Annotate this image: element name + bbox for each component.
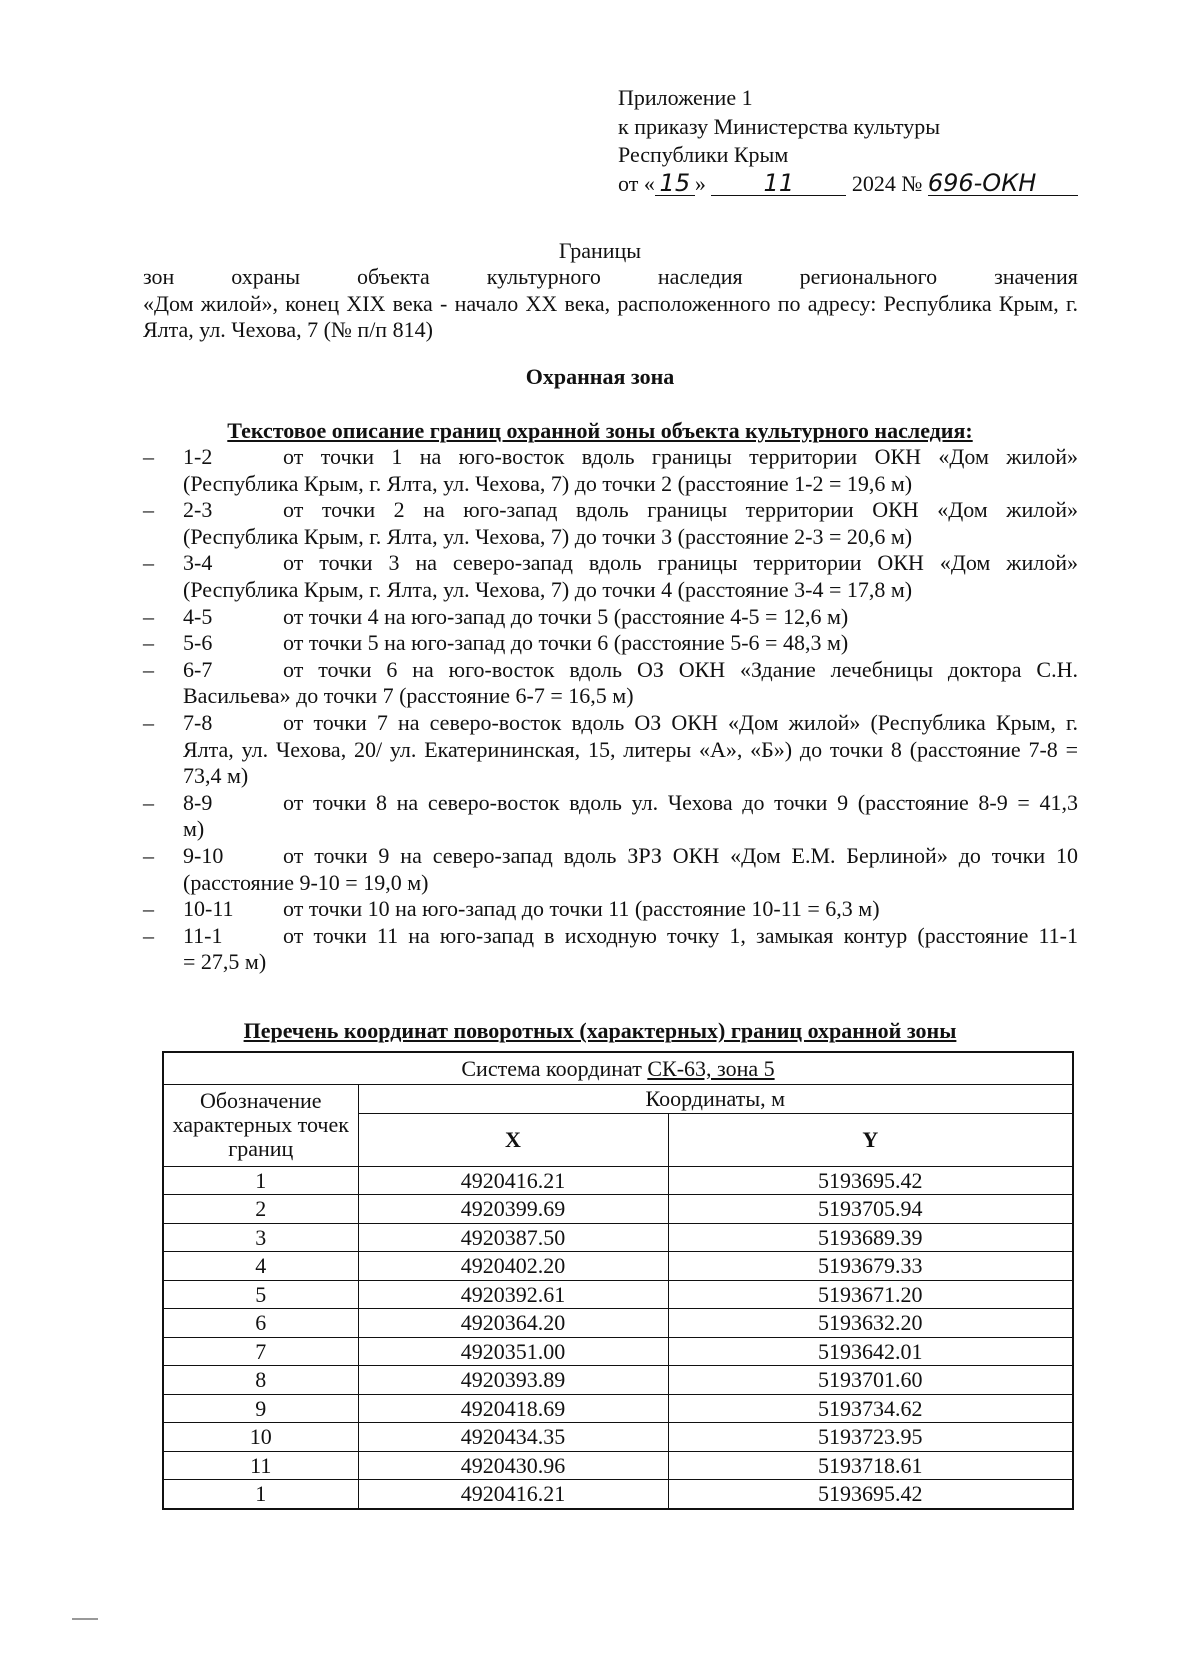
cell-point: 1 [163,1166,358,1195]
subtitle-word: охраны [231,264,301,289]
item-dash: – [143,842,154,868]
cell-point: 6 [163,1309,358,1338]
description-item [143,657,1078,710]
table-row [163,1337,1073,1366]
col-y-header: Y [668,1113,1073,1166]
description-item [143,497,1078,550]
item-text: от точки 4 на юго-запад до точки 5 (расстояние 4-5 = 12,6 м) [283,603,849,629]
date-prefix: от « [618,170,655,196]
description-item [143,923,1078,976]
cell-y: 5193718.61 [668,1451,1073,1480]
item-code: 1-2 [183,444,213,469]
cell-point: 3 [163,1223,358,1252]
cell-x: 4920434.35 [358,1423,668,1452]
appendix-line3: Республики Крым [618,142,789,167]
cell-x: 4920364.20 [358,1309,668,1338]
date-year: 2024 № [851,170,923,196]
coordinates-table [162,1051,1074,1510]
cell-y: 5193734.62 [668,1394,1073,1423]
cell-x: 4920387.50 [358,1223,668,1252]
item-text-continued: Васильева» до точки 7 (расстояние 6-7 = 16,5 м) [183,683,634,709]
table-row [163,1252,1073,1281]
cell-point: 7 [163,1337,358,1366]
item-text: от точки 10 на юго-запад до точки 11 (расстояние 10-11 = 6,3 м) [283,896,880,922]
item-text-continued: (Республика Крым, г. Ялта, ул. Чехова, 7) до точки 2 (расстояние 1-2 = 19,6 м) [183,470,913,496]
item-code: 6-7 [183,656,213,682]
item-text-continued: (Республика Крым, г. Ялта, ул. Чехова, 7) до точки 4 (расстояние 3-4 = 17,8 м) [183,576,913,602]
item-dash: – [143,630,154,656]
item-dash: – [143,550,154,576]
item-text: от точки 2 на юго-запад вдоль границы территории ОКН «Дом жилой» [283,497,1078,523]
cell-y: 5193705.94 [668,1195,1073,1224]
cell-x: 4920393.89 [358,1366,668,1395]
cell-x: 4920392.61 [358,1280,668,1309]
item-text-continued: = 27,5 м) [183,949,267,975]
description-item [143,444,1078,497]
cell-x: 4920416.21 [358,1166,668,1195]
document-subtitle [143,264,1078,344]
item-text: от точки 3 на северо-запад вдоль границы территории ОКН «Дом жилой» [283,550,1078,576]
coordinate-system-name: СК-63, зона 5 [647,1056,775,1081]
date-mid: » [694,170,706,196]
item-text: от точки 7 на северо-восток вдоль ОЗ ОКН «Дом жилой» (Республика Крым, г. [283,709,1078,735]
table-row [163,1451,1073,1480]
appendix-line1: Приложение 1 [618,85,753,110]
boundary-description-list [143,444,1078,976]
item-dash: – [143,444,154,469]
subtitle-word: зон [143,264,175,289]
description-item [143,710,1078,790]
cell-point: 8 [163,1366,358,1395]
item-text-continued: м) [183,816,205,842]
item-code: 10-11 [183,896,234,922]
handwritten-month: 11 [711,172,846,196]
item-dash: – [143,603,154,629]
item-dash: – [143,789,154,815]
description-item [143,630,1078,657]
table-row [163,1480,1073,1509]
description-item [143,790,1078,843]
subtitle-rest: «Дом жилой», конец XIX века - начало XX века, расположенного по адресу: Республика Крым, г. Ялта, ул. Чехова, 7 (№ п/п 814) [143,290,1078,342]
subtitle-word: объекта [356,264,430,289]
zone-heading: Охранная зона [525,364,675,389]
subtitle-word: культурного [486,264,601,289]
cell-x: 4920430.96 [358,1451,668,1480]
handwritten-day: 15 [655,172,695,196]
subtitle-word: регионального [799,264,938,289]
item-text: от точки 11 на юго-запад в исходную точку 1, замыкая контур (расстояние 11-1 [283,922,1078,948]
col-point-header: Обозначение характерных точек границ [163,1085,358,1167]
coordinate-system-cell [163,1052,1073,1085]
item-code: 4-5 [183,603,213,629]
appendix-date-line [618,170,1078,199]
table-system-row [163,1052,1073,1085]
subtitle-word: значения [994,264,1078,289]
cell-y: 5193689.39 [668,1223,1073,1252]
cell-y: 5193723.95 [668,1423,1073,1452]
item-code: 5-6 [183,630,213,656]
table-row [163,1195,1073,1224]
item-text: от точки 8 на северо-восток вдоль ул. Чехова до точки 9 (расстояние 8-9 = 41,3 [283,789,1078,815]
item-dash: – [143,922,154,948]
item-text-continued: (расстояние 9-10 = 19,0 м) [183,869,429,895]
cell-point: 2 [163,1195,358,1224]
table-row [163,1394,1073,1423]
col-coords-header: Координаты, м [358,1085,1073,1114]
item-code: 2-3 [183,497,213,523]
description-item [143,604,1078,631]
cell-point: 10 [163,1423,358,1452]
table-row [163,1223,1073,1252]
item-text: от точки 5 на юго-запад до точки 6 (расстояние 5-6 = 48,3 м) [283,630,849,656]
table-header-row [163,1085,1073,1114]
cell-y: 5193642.01 [668,1337,1073,1366]
description-item [143,843,1078,896]
description-heading: Текстовое описание границ охранной зоны объекта культурного наследия: [227,418,973,443]
item-code: 8-9 [183,789,213,815]
scan-mark [72,1618,98,1620]
description-item [143,896,1078,923]
cell-y: 5193671.20 [668,1280,1073,1309]
cell-point: 11 [163,1451,358,1480]
item-dash: – [143,896,154,922]
document-title: Границы [558,238,642,263]
item-text: от точки 9 на северо-запад вдоль ЗРЗ ОКН «Дом Е.М. Берлиной» до точки 10 [283,842,1078,868]
table-row [163,1366,1073,1395]
cell-x: 4920416.21 [358,1480,668,1509]
item-code: 7-8 [183,709,213,735]
col-x-header: X [358,1113,668,1166]
cell-y: 5193679.33 [668,1252,1073,1281]
subtitle-word: наследия [657,264,743,289]
item-code: 11-1 [183,922,223,948]
item-text: от точки 1 на юго-восток вдоль границы территории ОКН «Дом жилой» [283,444,1078,469]
cell-point: 1 [163,1480,358,1509]
cell-point: 4 [163,1252,358,1281]
subtitle-line1 [143,264,1078,291]
coordinate-system-prefix: Система координат [461,1056,648,1081]
item-text: от точки 6 на юго-восток вдоль ОЗ ОКН «Здание лечебницы доктора С.Н. [283,656,1078,682]
cell-x: 4920418.69 [358,1394,668,1423]
cell-point: 9 [163,1394,358,1423]
item-dash: – [143,497,154,523]
cell-y: 5193632.20 [668,1309,1073,1338]
cell-x: 4920402.20 [358,1252,668,1281]
cell-y: 5193695.42 [668,1166,1073,1195]
item-code: 9-10 [183,842,224,868]
cell-y: 5193701.60 [668,1366,1073,1395]
table-row [163,1280,1073,1309]
table-row [163,1423,1073,1452]
cell-point: 5 [163,1280,358,1309]
item-code: 3-4 [183,550,213,576]
cell-x: 4920351.00 [358,1337,668,1366]
appendix-line2: к приказу Министерства культуры [618,113,941,139]
description-item [143,550,1078,603]
handwritten-order-number: 696-ОКН [928,172,1078,196]
table-row [163,1309,1073,1338]
appendix-header [618,84,1078,198]
coordinates-heading: Перечень координат поворотных (характерных) границ охранной зоны [243,1018,957,1043]
item-dash: – [143,656,154,682]
item-text-continued: Ялта, ул. Чехова, 20/ ул. Екатерининская, 15, литеры «А», «Б») до точки 8 (расстояние 7-8 = 73,4 м) [183,736,1078,789]
item-dash: – [143,709,154,735]
cell-y: 5193695.42 [668,1480,1073,1509]
item-text-continued: (Республика Крым, г. Ялта, ул. Чехова, 7) до точки 3 (расстояние 2-3 = 20,6 м) [183,523,913,549]
table-row [163,1166,1073,1195]
cell-x: 4920399.69 [358,1195,668,1224]
